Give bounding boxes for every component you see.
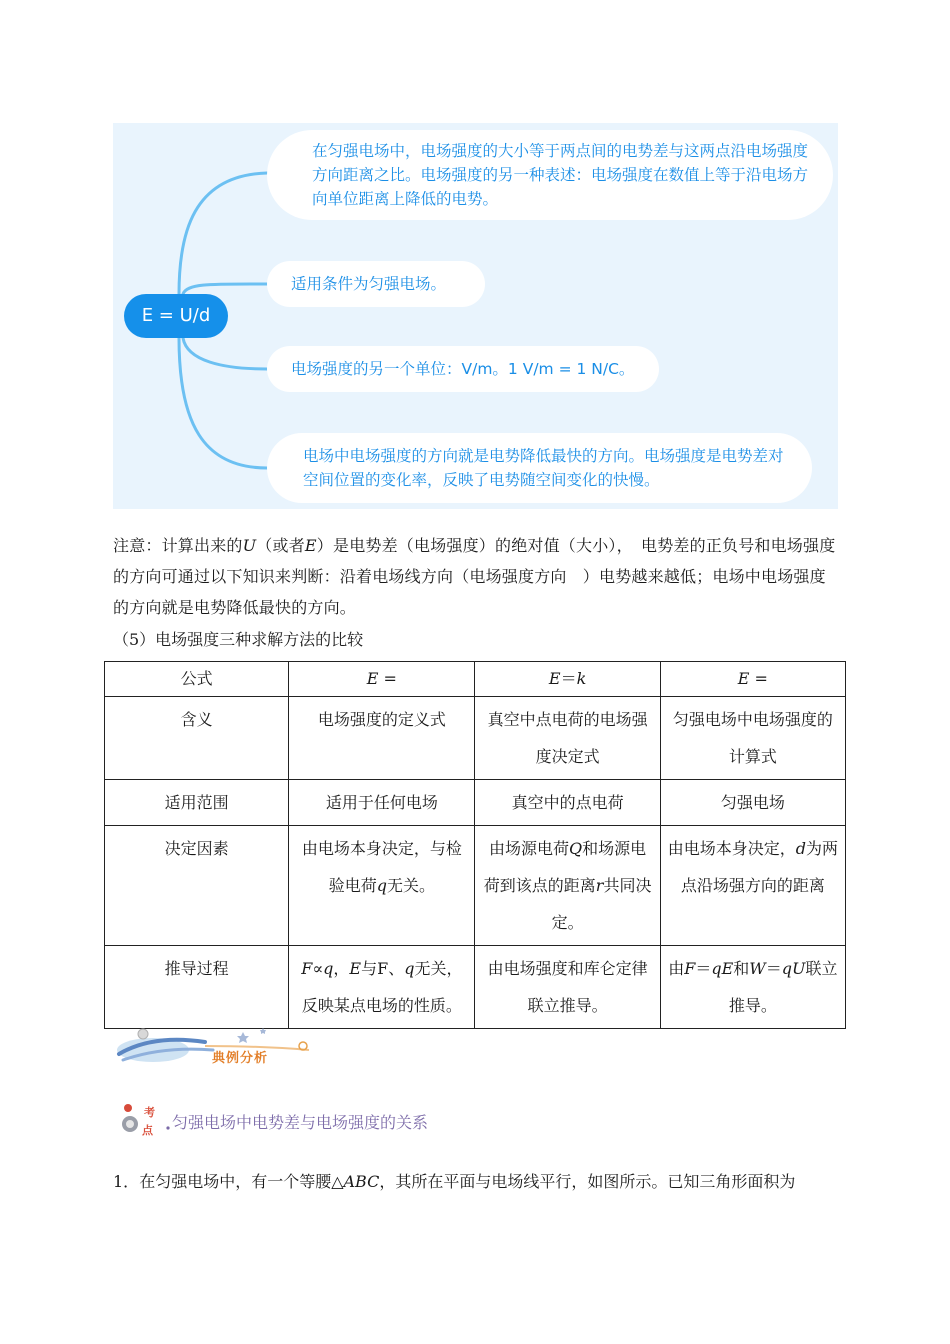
table-cell xyxy=(660,826,845,946)
text: ＝ xyxy=(695,959,712,978)
text: = xyxy=(749,669,768,688)
var: Q xyxy=(569,839,583,858)
row-label: 推导过程 xyxy=(105,946,289,1029)
connector-3 xyxy=(183,338,267,369)
table-cell xyxy=(475,826,660,946)
question-text: 在匀强电场中，有一个等腰△ xyxy=(139,1172,344,1191)
text: 无关。 xyxy=(386,876,435,895)
branch-direction xyxy=(267,433,812,503)
text: ， xyxy=(333,959,350,978)
table-cell: 适用于任何电场 xyxy=(289,780,475,826)
text: ＝ xyxy=(765,959,782,978)
balloon-icon xyxy=(124,1104,132,1112)
text: 和场源电荷到该点的距离 xyxy=(483,839,647,895)
table-row xyxy=(105,946,846,1029)
text: 与F、 xyxy=(361,959,405,978)
text: ＝ xyxy=(560,669,577,688)
comparison-table xyxy=(104,661,846,1029)
table-cell: 由电场强度和库仑定律联立推导。 xyxy=(475,946,660,1029)
table-cell: 匀强电场中电场强度的计算式 xyxy=(660,697,845,780)
question-text: ，其所在平面与电场线平行，如图所示。已知三角形面积为 xyxy=(379,1172,796,1191)
table-cell: 电场强度的定义式 xyxy=(289,697,475,780)
note-text: （或者 xyxy=(256,536,305,555)
example-banner-text: 典例分析 xyxy=(212,1051,269,1066)
header-uniform-field-formula xyxy=(660,662,845,697)
var: F xyxy=(301,959,313,978)
var: W xyxy=(749,959,766,978)
text: 由电场本身决定， xyxy=(667,839,796,858)
text: 由 xyxy=(668,959,685,978)
var: F xyxy=(684,959,696,978)
var: q xyxy=(376,876,387,895)
kaodian-char: 考 xyxy=(144,1106,155,1119)
table-row xyxy=(105,697,846,780)
var-ABC: ABC xyxy=(343,1172,380,1191)
note-text: ）是电势差（电场强度）的绝对值（大小）， 电势差的正负号和电场强度的方向可通过以下知识来判断：沿着电场线方向（电场强度方向 ）电势越来越低；电场中电场强度的方向就是电势降低最快的方向。 xyxy=(113,536,836,617)
branch-condition xyxy=(267,261,485,307)
table-row xyxy=(105,662,846,697)
var: q xyxy=(404,959,415,978)
var: E xyxy=(366,669,379,688)
var: qE xyxy=(711,959,734,978)
branch-text: 电场强度的另一个单位：V/m。1 V/m = 1 N/C。 xyxy=(291,360,635,378)
var-E: E xyxy=(304,536,317,555)
text: ∝ xyxy=(312,959,324,978)
text: 无关，反映某点电场的性质。 xyxy=(301,959,463,1015)
question-number: 1． xyxy=(113,1172,140,1191)
star-icon xyxy=(237,1032,249,1043)
table-cell xyxy=(289,826,475,946)
text: 由场源电荷 xyxy=(489,839,570,858)
row-label: 决定因素 xyxy=(105,826,289,946)
text: 联立推导。 xyxy=(728,959,838,1015)
var: r xyxy=(595,876,604,895)
center-node-formula: E = U/d xyxy=(124,294,228,338)
text: = xyxy=(378,669,397,688)
table-cell: 真空中的点电荷 xyxy=(475,780,660,826)
branch-text: 电场中电场强度的方向就是电势降低最快的方向。电场强度是电势差对空间位置的变化率，反映了电势随空间变化的快慢。 xyxy=(303,447,784,489)
var: E xyxy=(737,669,750,688)
var-U: U xyxy=(242,536,257,555)
connector-2 xyxy=(183,284,267,294)
text: 和 xyxy=(733,959,750,978)
section-title: （5）电场强度三种求解方法的比较 xyxy=(113,630,364,649)
row-label: 适用范围 xyxy=(105,780,289,826)
row-label: 含义 xyxy=(105,697,289,780)
kaodian-title: 匀强电场中电势差与电场强度的关系 xyxy=(172,1113,429,1132)
star-icon xyxy=(260,1028,266,1034)
header-definition-formula xyxy=(289,662,475,697)
connector-1 xyxy=(179,173,267,294)
var: qU xyxy=(781,959,806,978)
question-1 xyxy=(113,1168,795,1196)
branch-unit xyxy=(267,346,659,392)
note-text: 注意：计算出来的 xyxy=(113,536,243,555)
table-row xyxy=(105,780,846,826)
var: d xyxy=(795,839,806,858)
table-row xyxy=(105,826,846,946)
branch-definition xyxy=(267,130,833,220)
mind-map xyxy=(113,123,838,509)
text: 由电场本身决定，与检验电荷 xyxy=(301,839,462,895)
table-cell: 匀强电场 xyxy=(660,780,845,826)
var: E xyxy=(548,669,561,688)
branch-text: 适用条件为匀强电场。 xyxy=(291,275,447,293)
var: q xyxy=(323,959,334,978)
var: E xyxy=(349,959,362,978)
table-cell xyxy=(660,946,845,1029)
text: 共同决定。 xyxy=(551,876,652,932)
header-formula-label: 公式 xyxy=(105,662,289,697)
kaodian-char: 点 xyxy=(142,1124,153,1137)
text: 为两点沿场强方向的距离 xyxy=(680,839,838,895)
planet-icon xyxy=(138,1029,148,1039)
branch-text: 在匀强电场中，电场强度的大小等于两点间的电势差与这两点沿电场强度方向距离之比。电场强度的另一种表述：电场强度在数值上等于沿电场方向单位距离上降低的电势。 xyxy=(312,142,809,208)
connector-4 xyxy=(179,338,267,468)
table-cell xyxy=(289,946,475,1029)
note-paragraph xyxy=(113,530,841,623)
header-point-charge-formula xyxy=(475,662,660,697)
var: k xyxy=(576,669,587,688)
table-cell: 真空中点电荷的电场强度决定式 xyxy=(475,697,660,780)
kaodian-badge-icon xyxy=(116,1094,172,1150)
